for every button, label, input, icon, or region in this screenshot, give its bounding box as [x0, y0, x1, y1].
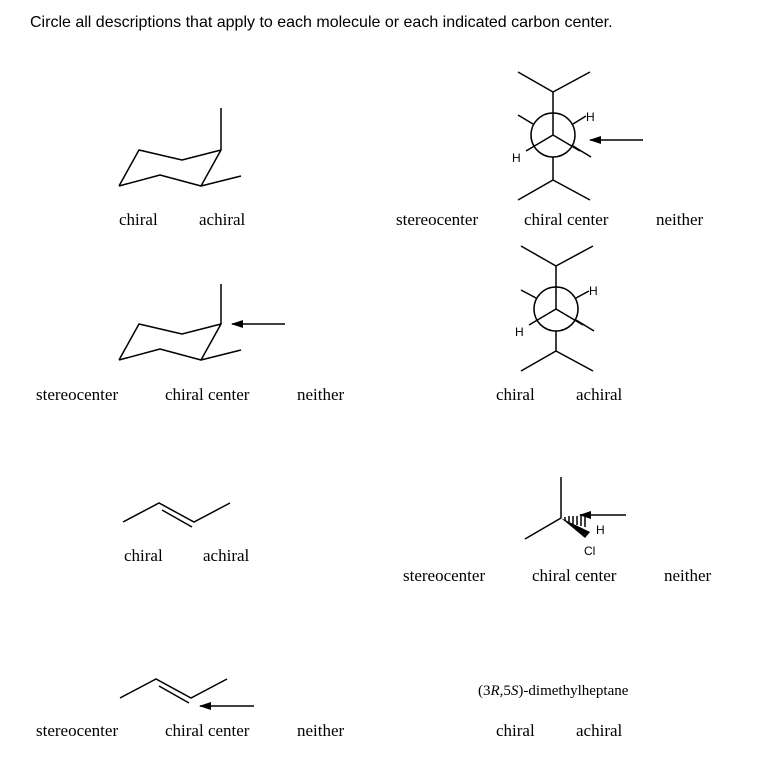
option-achiral[interactable]: achiral	[199, 210, 246, 229]
option-chiral-center[interactable]: chiral center	[532, 566, 617, 585]
option-chiral-center[interactable]: chiral center	[165, 721, 250, 740]
compound-name-prefix: (3	[478, 683, 491, 699]
option-chiral[interactable]: chiral	[124, 546, 163, 565]
option-stereocenter[interactable]: stereocenter	[36, 721, 119, 740]
compound-name-sep: ,5	[499, 683, 511, 699]
option-stereocenter[interactable]: stereocenter	[403, 566, 486, 585]
option-chiral[interactable]: chiral	[496, 721, 535, 740]
option-achiral[interactable]: achiral	[576, 385, 623, 404]
compound-name-suffix: )-dimethylheptane	[518, 683, 629, 699]
option-chiral-center[interactable]: chiral center	[524, 210, 609, 229]
option-neither[interactable]: neither	[297, 385, 345, 404]
compound-name-s: S	[510, 683, 519, 699]
atom-label-h: H	[596, 523, 605, 537]
atom-label-h: H	[586, 110, 595, 124]
option-chiral[interactable]: chiral	[496, 385, 535, 404]
atom-label-cl: Cl	[584, 544, 596, 558]
option-neither[interactable]: neither	[664, 566, 712, 585]
instruction-text: Circle all descriptions that apply to each molecule or each indicated carbon center.	[30, 14, 613, 31]
option-achiral[interactable]: achiral	[576, 721, 623, 740]
atom-label-h: H	[512, 151, 521, 165]
compound-name	[478, 683, 628, 700]
compound-name-r: R	[490, 683, 500, 699]
methylcyclohexane-chair-1	[119, 108, 241, 186]
atom-label-h: H	[589, 284, 598, 298]
newman-projection-1	[518, 72, 643, 200]
atom-label-h: H	[515, 325, 524, 339]
option-neither[interactable]: neither	[656, 210, 704, 229]
option-achiral[interactable]: achiral	[203, 546, 250, 565]
option-stereocenter[interactable]: stereocenter	[396, 210, 479, 229]
methylcyclohexane-chair-2	[119, 284, 285, 360]
option-stereocenter[interactable]: stereocenter	[36, 385, 119, 404]
butene-1	[123, 503, 230, 527]
newman-projection-2	[521, 246, 594, 371]
option-chiral[interactable]: chiral	[119, 210, 158, 229]
butene-2	[120, 679, 254, 706]
option-neither[interactable]: neither	[297, 721, 345, 740]
option-chiral-center[interactable]: chiral center	[165, 385, 250, 404]
